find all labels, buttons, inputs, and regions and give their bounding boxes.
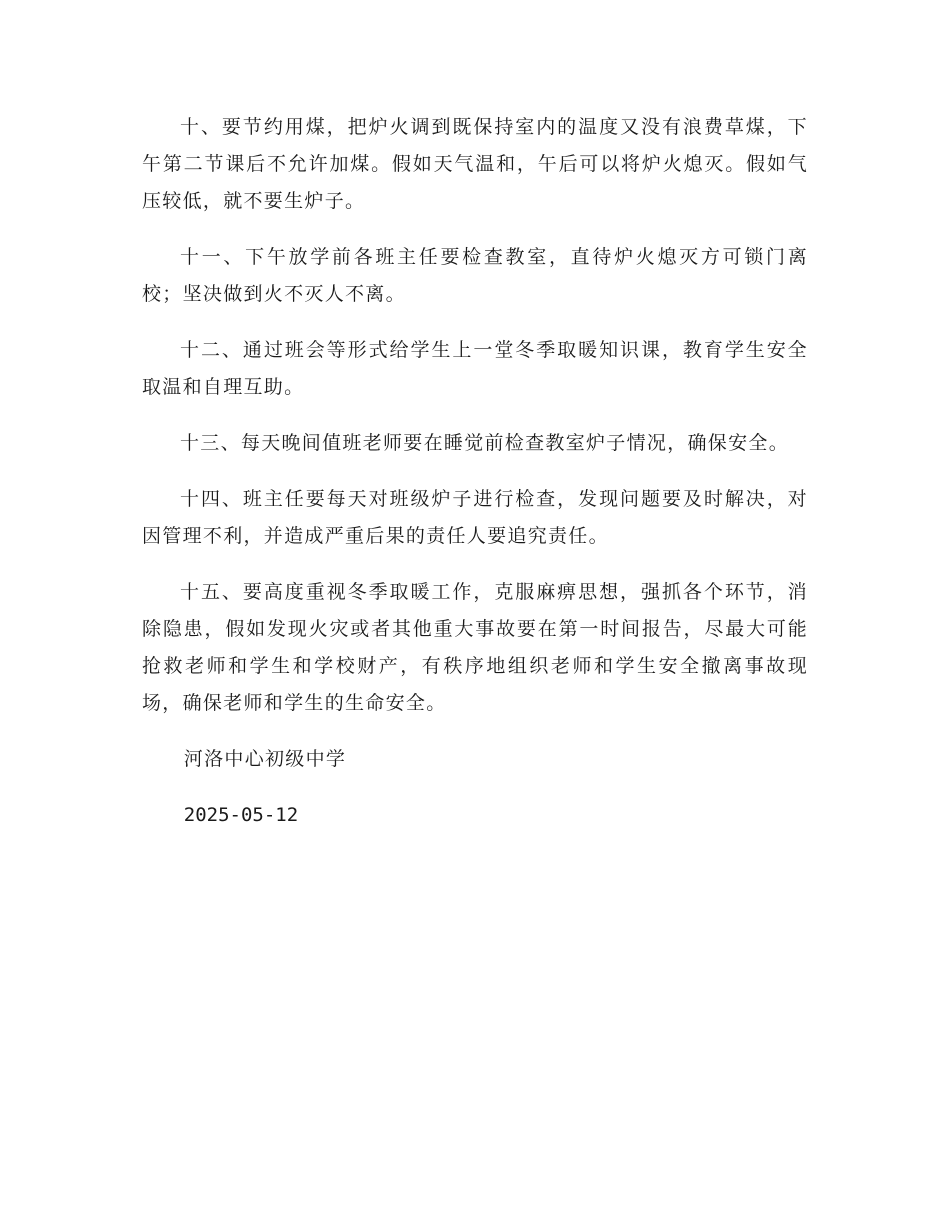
paragraph-12: 十二、通过班会等形式给学生上一堂冬季取暖知识课，教育学生安全取温和自理互助。 <box>142 339 808 398</box>
paragraph-13: 十三、每天晚间值班老师要在睡觉前检查教室炉子情况，确保安全。 <box>180 432 790 454</box>
paragraph-15: 十五、要高度重视冬季取暖工作，克服麻痹思想，强抓各个环节，消除隐患，假如发现火灾或者其他重大事故要在第一时间报告，尽最大可能抢救老师和学生和学校财产，有秩序地组织老师和学生安全撤离事故现场，确保老师和学生的生命安全。 <box>142 581 808 714</box>
signature-date: 2025-05-12 <box>183 804 299 826</box>
signature-org: 河洛中心初级中学 <box>183 748 347 770</box>
document-body <box>142 109 808 853</box>
paragraph-14: 十四、班主任要每天对班级炉子进行检查，发现问题要及时解决，对因管理不利，并造成严重后果的责任人要追究责任。 <box>142 488 808 547</box>
paragraph-11: 十一、下午放学前各班主任要检查教室，直待炉火熄灭方可锁门离校；坚决做到火不灭人不离。 <box>142 246 808 305</box>
paragraph-10: 十、要节约用煤，把炉火调到既保持室内的温度又没有浪费草煤，下午第二节课后不允许加煤。假如天气温和，午后可以将炉火熄灭。假如气压较低，就不要生炉子。 <box>142 116 808 212</box>
